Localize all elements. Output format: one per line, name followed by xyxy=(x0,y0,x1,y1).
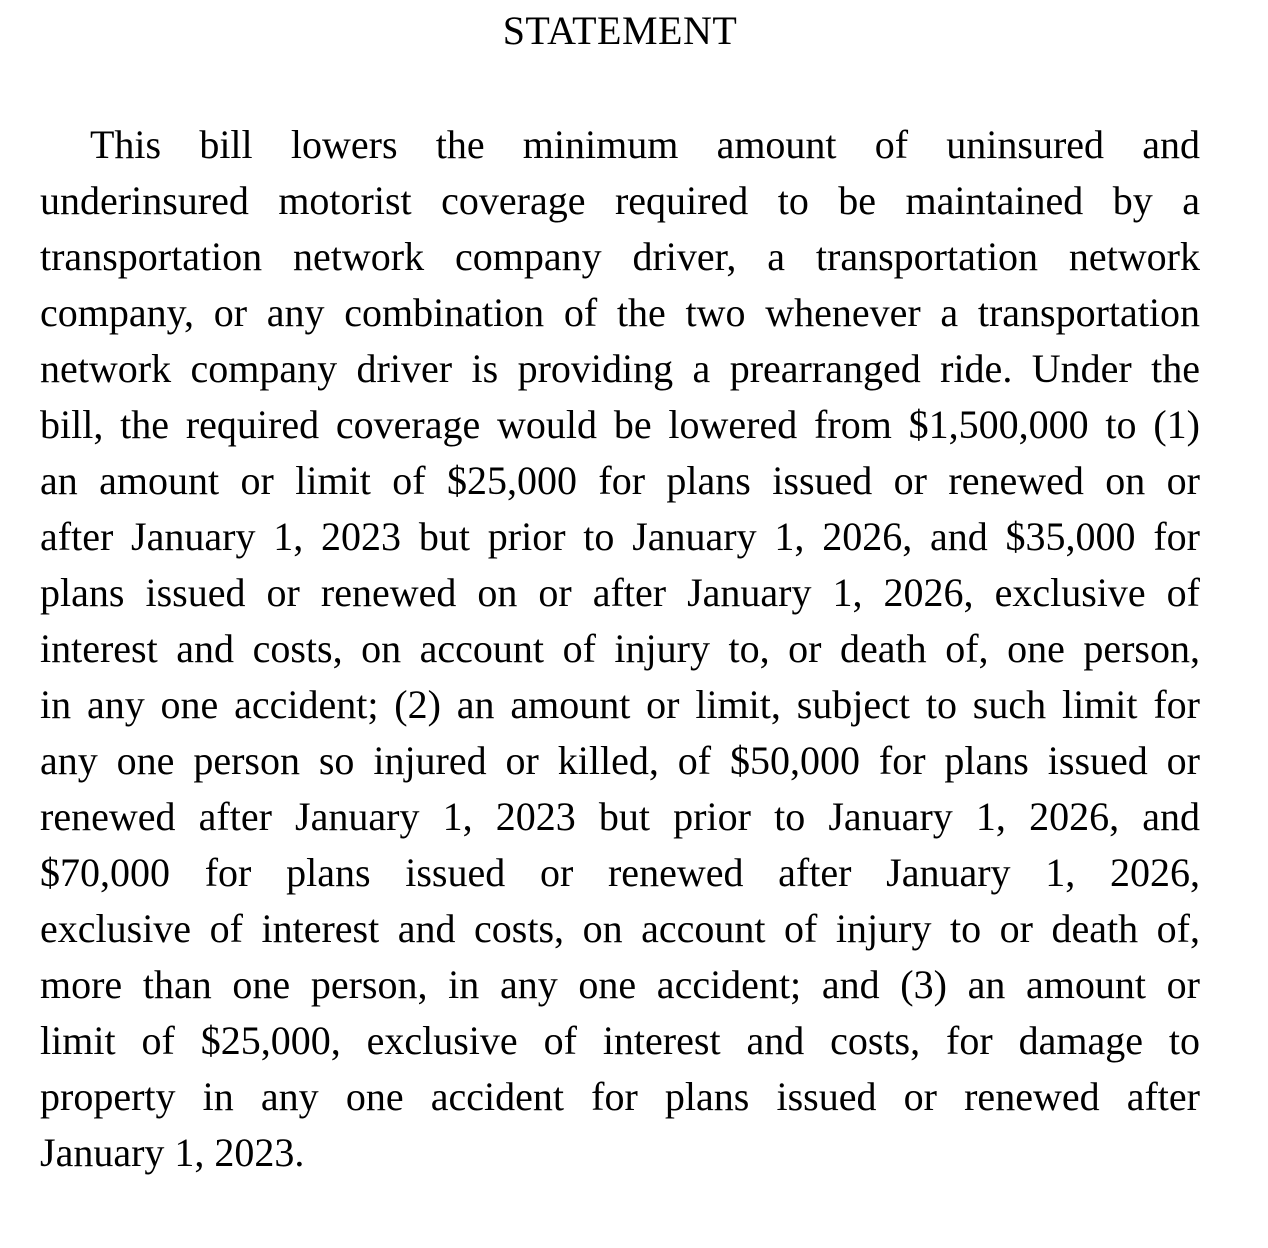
paragraph-line: any one person so injured or killed, of $50,000 for plans issued or xyxy=(40,738,1200,783)
paragraph-line: more than one person, in any one accident; and (3) an amount or xyxy=(40,962,1200,1007)
paragraph-line: underinsured motorist coverage required to be maintained by a xyxy=(40,178,1200,223)
paragraph-line: interest and costs, on account of injury to, or death of, one person, xyxy=(40,626,1200,671)
paragraph-line: $70,000 for plans issued or renewed after January 1, 2026, xyxy=(40,850,1200,895)
paragraph-line: an amount or limit of $25,000 for plans issued or renewed on or xyxy=(40,458,1200,503)
paragraph-line: bill, the required coverage would be lowered from $1,500,000 to (1) xyxy=(40,402,1200,447)
paragraph-line: company, or any combination of the two whenever a transportation xyxy=(40,290,1200,335)
paragraph-line: This bill lowers the minimum amount of uninsured and xyxy=(90,122,1200,167)
document-heading: STATEMENT xyxy=(502,8,738,53)
paragraph-line: limit of $25,000, exclusive of interest and costs, for damage to xyxy=(40,1018,1200,1063)
paragraph-line: network company driver is providing a prearranged ride. Under the xyxy=(40,346,1200,391)
paragraph-line: transportation network company driver, a transportation network xyxy=(40,234,1200,279)
statement-paragraph xyxy=(40,117,1200,1181)
paragraph-line: exclusive of interest and costs, on account of injury to or death of, xyxy=(40,906,1200,951)
paragraph-line: after January 1, 2023 but prior to January 1, 2026, and $35,000 for xyxy=(40,514,1200,559)
paragraph-line: renewed after January 1, 2023 but prior to January 1, 2026, and xyxy=(40,794,1200,839)
paragraph-line: in any one accident; (2) an amount or limit, subject to such limit for xyxy=(40,682,1200,727)
paragraph-line: property in any one accident for plans issued or renewed after xyxy=(40,1074,1200,1119)
paragraph-line: January 1, 2023. xyxy=(40,1130,305,1175)
paragraph-line: plans issued or renewed on or after January 1, 2026, exclusive of xyxy=(40,570,1200,615)
